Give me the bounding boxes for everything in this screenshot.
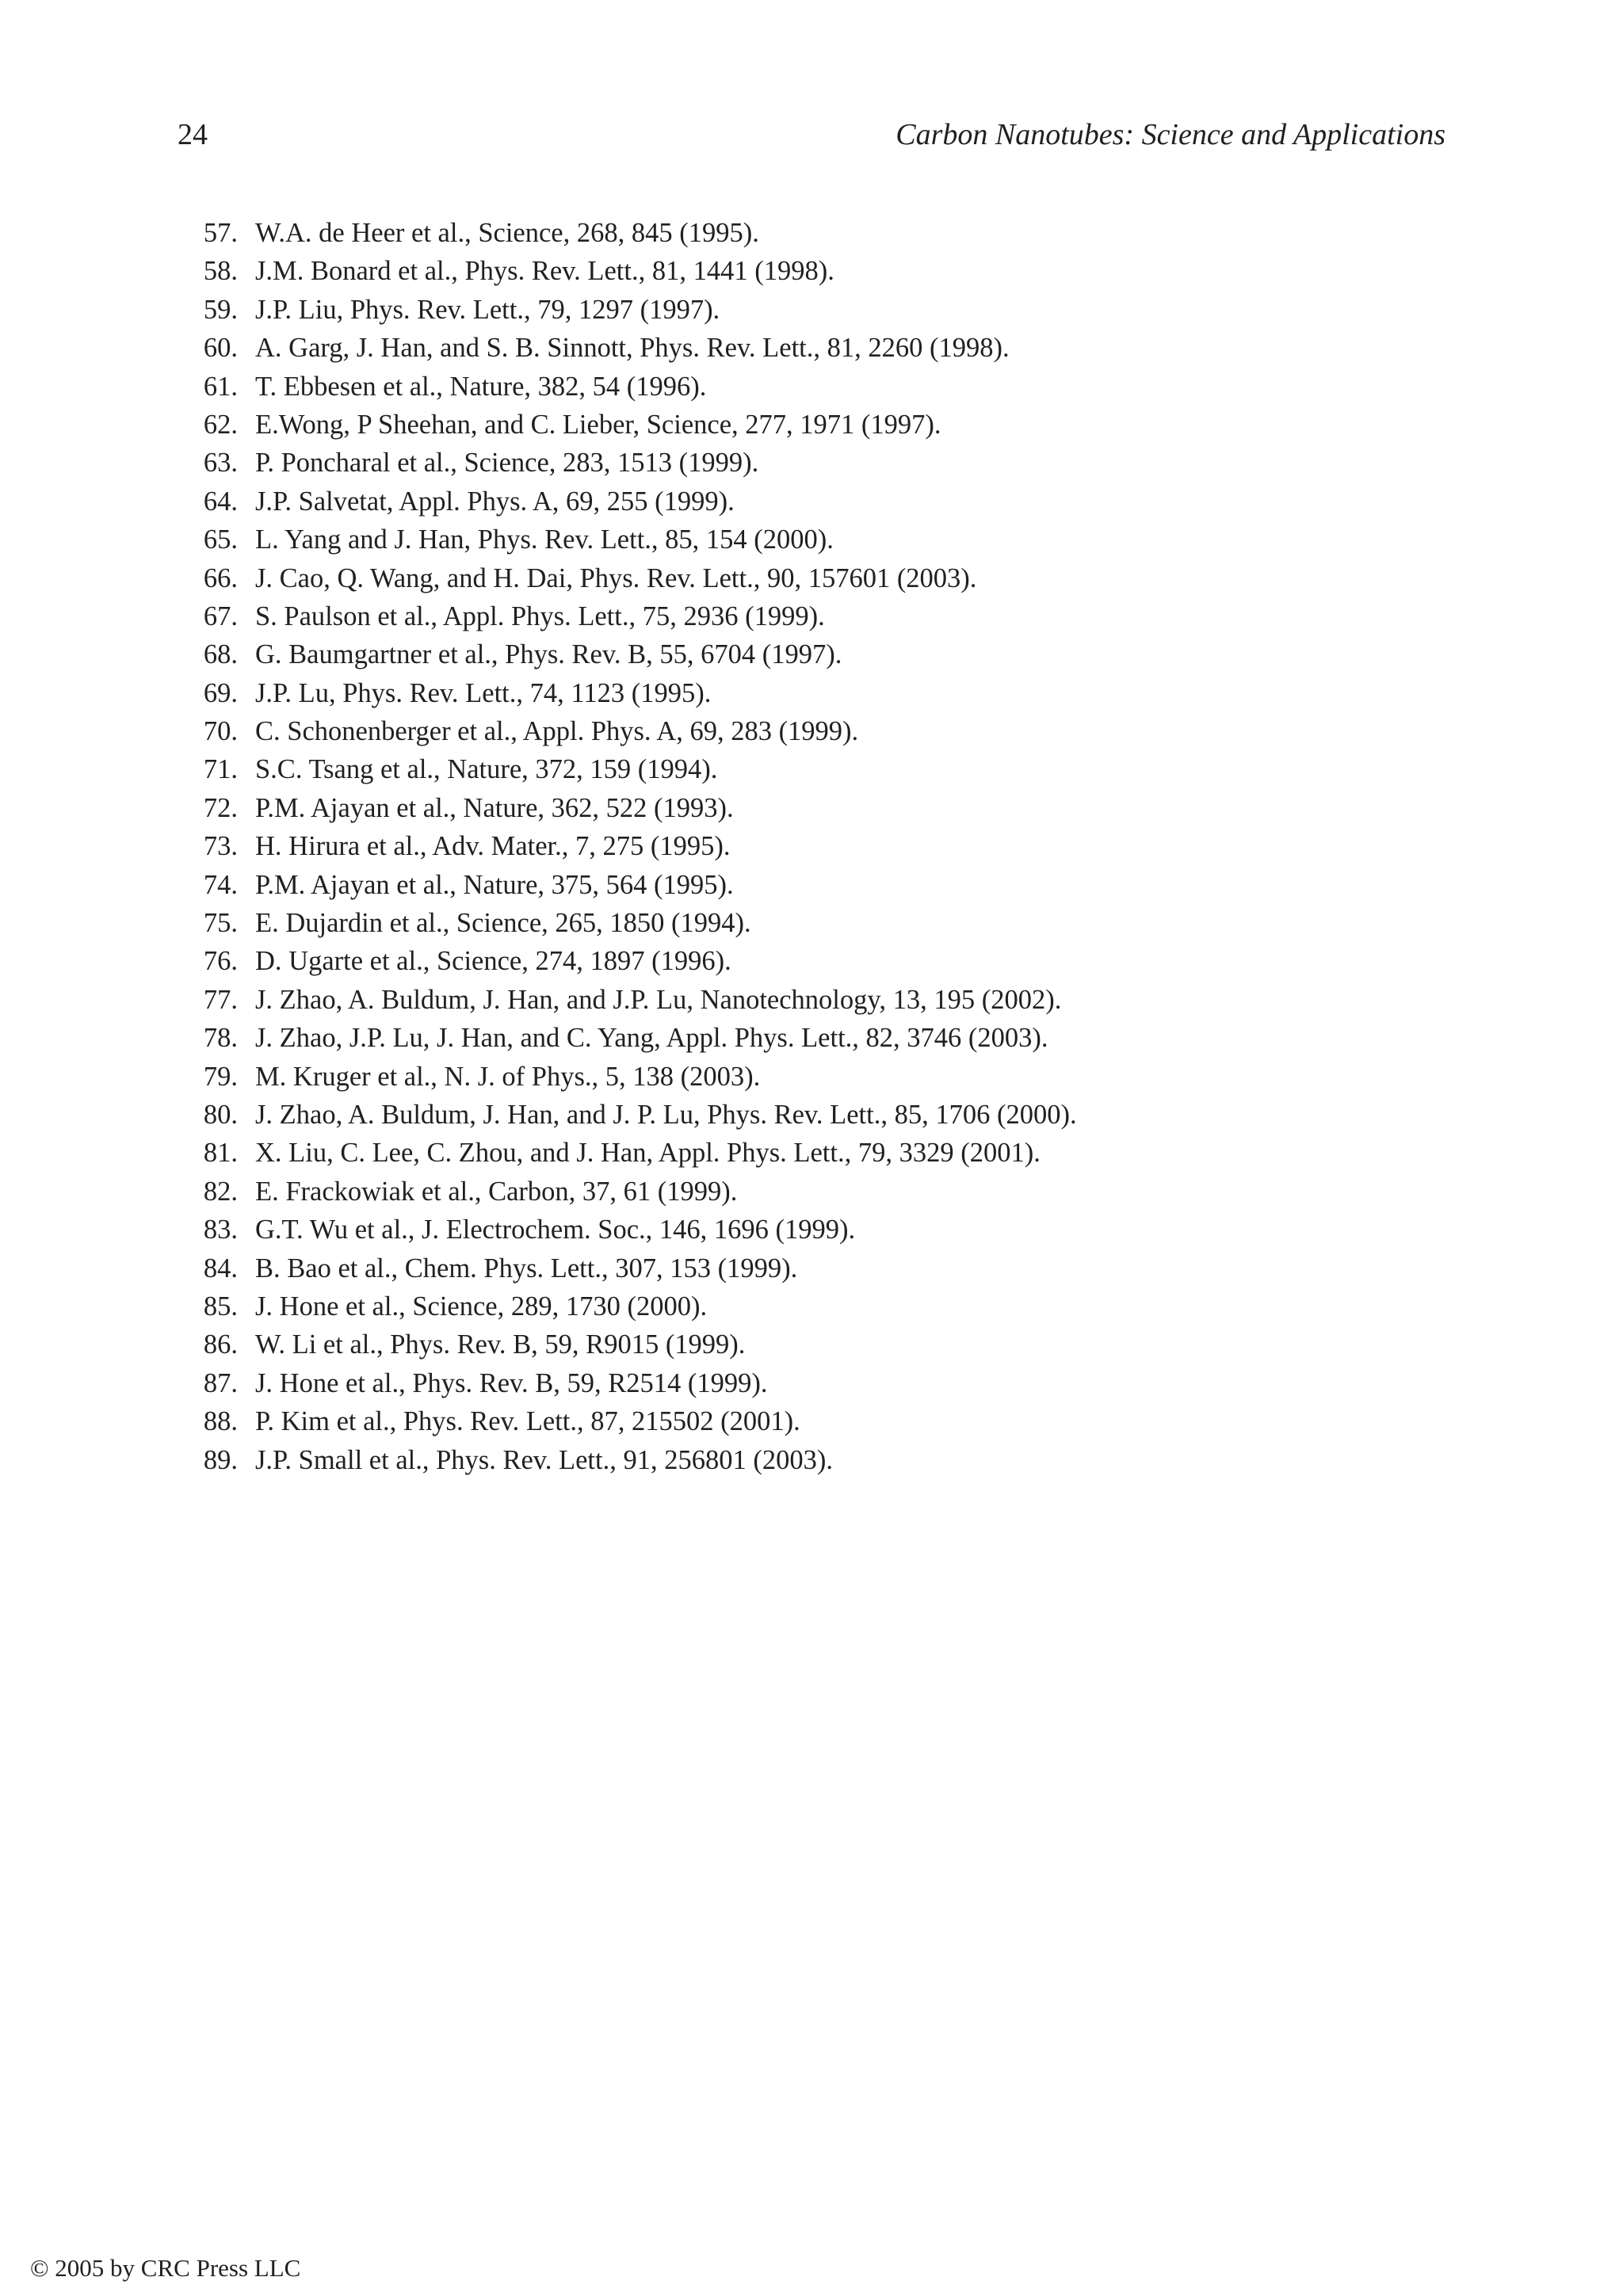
reference-text: E. Frackowiak et al., Carbon, 37, 61 (1999). (255, 1176, 738, 1207)
reference-text: W.A. de Heer et al., Science, 268, 845 (1995). (255, 218, 759, 248)
reference-text: B. Bao et al., Chem. Phys. Lett., 307, 153 (1999). (255, 1253, 798, 1283)
reference-text: G.T. Wu et al., J. Electrochem. Soc., 146, 1696 (1999). (255, 1215, 856, 1245)
reference-text: J. Zhao, A. Buldum, J. Han, and J.P. Lu, Nanotechnology, 13, 195 (2002). (255, 984, 1062, 1015)
reference-text: C. Schonenberger et al., Appl. Phys. A, 69, 283 (1999). (255, 716, 859, 747)
reference-number: 85. (203, 1291, 238, 1322)
reference-text: M. Kruger et al., N. J. of Phys., 5, 138 (2003). (255, 1061, 761, 1092)
reference-item (190, 597, 1458, 635)
reference-text: W. Li et al., Phys. Rev. B, 59, R9015 (1999). (255, 1329, 746, 1360)
reference-item (190, 827, 1458, 865)
reference-number: 74. (203, 869, 238, 900)
reference-item (190, 406, 1458, 444)
reference-item (190, 1287, 1458, 1325)
reference-number: 73. (203, 831, 238, 862)
reference-item (190, 291, 1458, 329)
reference-text: E.Wong, P Sheehan, and C. Lieber, Science, 277, 1971 (1997). (255, 409, 941, 440)
reference-text: S. Paulson et al., Appl. Phys. Lett., 75, 2936 (1999). (255, 601, 825, 631)
reference-item (190, 559, 1458, 597)
reference-text: J.M. Bonard et al., Phys. Rev. Lett., 81, 1441 (1998). (255, 256, 834, 287)
reference-number: 65. (203, 524, 238, 555)
reference-item (190, 904, 1458, 942)
reference-text: J.P. Salvetat, Appl. Phys. A, 69, 255 (1999). (255, 486, 735, 517)
reference-text: J. Zhao, A. Buldum, J. Han, and J. P. Lu, Phys. Rev. Lett., 85, 1706 (2000). (255, 1099, 1077, 1130)
reference-number: 59. (203, 294, 238, 325)
reference-text: J.P. Lu, Phys. Rev. Lett., 74, 1123 (1995). (255, 677, 712, 708)
running-head-title: Carbon Nanotubes: Science and Applications (896, 118, 1445, 151)
reference-text: P. Poncharal et al., Science, 283, 1513 (1999). (255, 448, 759, 479)
reference-list (190, 214, 1458, 1479)
reference-number: 84. (203, 1253, 238, 1283)
reference-text: P. Kim et al., Phys. Rev. Lett., 87, 215502 (2001). (255, 1406, 800, 1437)
reference-number: 72. (203, 792, 238, 823)
reference-item (190, 1058, 1458, 1096)
reference-item (190, 1325, 1458, 1363)
reference-item (190, 1441, 1458, 1479)
reference-number: 64. (203, 486, 238, 517)
reference-number: 69. (203, 677, 238, 708)
reference-number: 67. (203, 601, 238, 631)
reference-text: X. Liu, C. Lee, C. Zhou, and J. Han, Appl. Phys. Lett., 79, 3329 (2001). (255, 1138, 1041, 1169)
reference-number: 80. (203, 1099, 238, 1130)
reference-number: 86. (203, 1329, 238, 1360)
reference-number: 83. (203, 1215, 238, 1245)
reference-item (190, 252, 1458, 290)
reference-item (190, 712, 1458, 750)
reference-item (190, 214, 1458, 252)
reference-item (190, 1211, 1458, 1249)
reference-item (190, 942, 1458, 980)
reference-number: 57. (203, 218, 238, 248)
reference-item (190, 635, 1458, 673)
reference-item (190, 1364, 1458, 1402)
reference-text: T. Ebbesen et al., Nature, 382, 54 (1996). (255, 371, 707, 402)
reference-number: 62. (203, 409, 238, 440)
reference-text: E. Dujardin et al., Science, 265, 1850 (1994). (255, 908, 751, 939)
reference-text: H. Hirura et al., Adv. Mater., 7, 275 (1995). (255, 831, 731, 862)
reference-number: 76. (203, 946, 238, 977)
reference-number: 81. (203, 1138, 238, 1169)
reference-number: 63. (203, 448, 238, 479)
reference-item (190, 482, 1458, 521)
reference-number: 77. (203, 984, 238, 1015)
reference-text: P.M. Ajayan et al., Nature, 362, 522 (1993). (255, 792, 734, 823)
reference-number: 58. (203, 256, 238, 287)
reference-item (190, 1134, 1458, 1172)
reference-number: 79. (203, 1061, 238, 1092)
reference-item (190, 674, 1458, 712)
reference-item (190, 1249, 1458, 1287)
reference-text: D. Ugarte et al., Science, 274, 1897 (1996). (255, 946, 731, 977)
reference-item (190, 444, 1458, 482)
reference-text: P.M. Ajayan et al., Nature, 375, 564 (1995). (255, 869, 734, 900)
reference-text: J. Hone et al., Science, 289, 1730 (2000). (255, 1291, 708, 1322)
reference-number: 71. (203, 754, 238, 785)
reference-number: 78. (203, 1023, 238, 1054)
reference-item (190, 1096, 1458, 1134)
reference-text: L. Yang and J. Han, Phys. Rev. Lett., 85, 154 (2000). (255, 524, 834, 555)
reference-text: A. Garg, J. Han, and S. B. Sinnott, Phys. Rev. Lett., 81, 2260 (1998). (255, 333, 1010, 364)
reference-number: 88. (203, 1406, 238, 1437)
reference-item (190, 789, 1458, 827)
reference-item (190, 1173, 1458, 1211)
reference-number: 82. (203, 1176, 238, 1207)
reference-number: 61. (203, 371, 238, 402)
reference-number: 89. (203, 1444, 238, 1475)
reference-text: G. Baumgartner et al., Phys. Rev. B, 55, 6704 (1997). (255, 639, 842, 670)
reference-item (190, 521, 1458, 559)
reference-number: 60. (203, 333, 238, 364)
reference-item (190, 750, 1458, 788)
reference-text: J.P. Liu, Phys. Rev. Lett., 79, 1297 (1997). (255, 294, 720, 325)
reference-number: 66. (203, 563, 238, 593)
reference-item (190, 1019, 1458, 1057)
reference-number: 87. (203, 1367, 238, 1398)
reference-text: J. Hone et al., Phys. Rev. B, 59, R2514 (1999). (255, 1367, 768, 1398)
copyright-notice: © 2005 by CRC Press LLC (30, 2254, 301, 2282)
reference-number: 75. (203, 908, 238, 939)
reference-item (190, 866, 1458, 904)
page-number: 24 (178, 118, 208, 151)
reference-item (190, 329, 1458, 367)
reference-text: J. Cao, Q. Wang, and H. Dai, Phys. Rev. Lett., 90, 157601 (2003). (255, 563, 977, 593)
reference-item (190, 981, 1458, 1019)
reference-number: 70. (203, 716, 238, 747)
reference-item (190, 368, 1458, 406)
reference-text: J.P. Small et al., Phys. Rev. Lett., 91, 256801 (2003). (255, 1444, 833, 1475)
reference-text: S.C. Tsang et al., Nature, 372, 159 (1994). (255, 754, 718, 785)
reference-number: 68. (203, 639, 238, 670)
reference-text: J. Zhao, J.P. Lu, J. Han, and C. Yang, Appl. Phys. Lett., 82, 3746 (2003). (255, 1023, 1048, 1054)
reference-item (190, 1402, 1458, 1440)
